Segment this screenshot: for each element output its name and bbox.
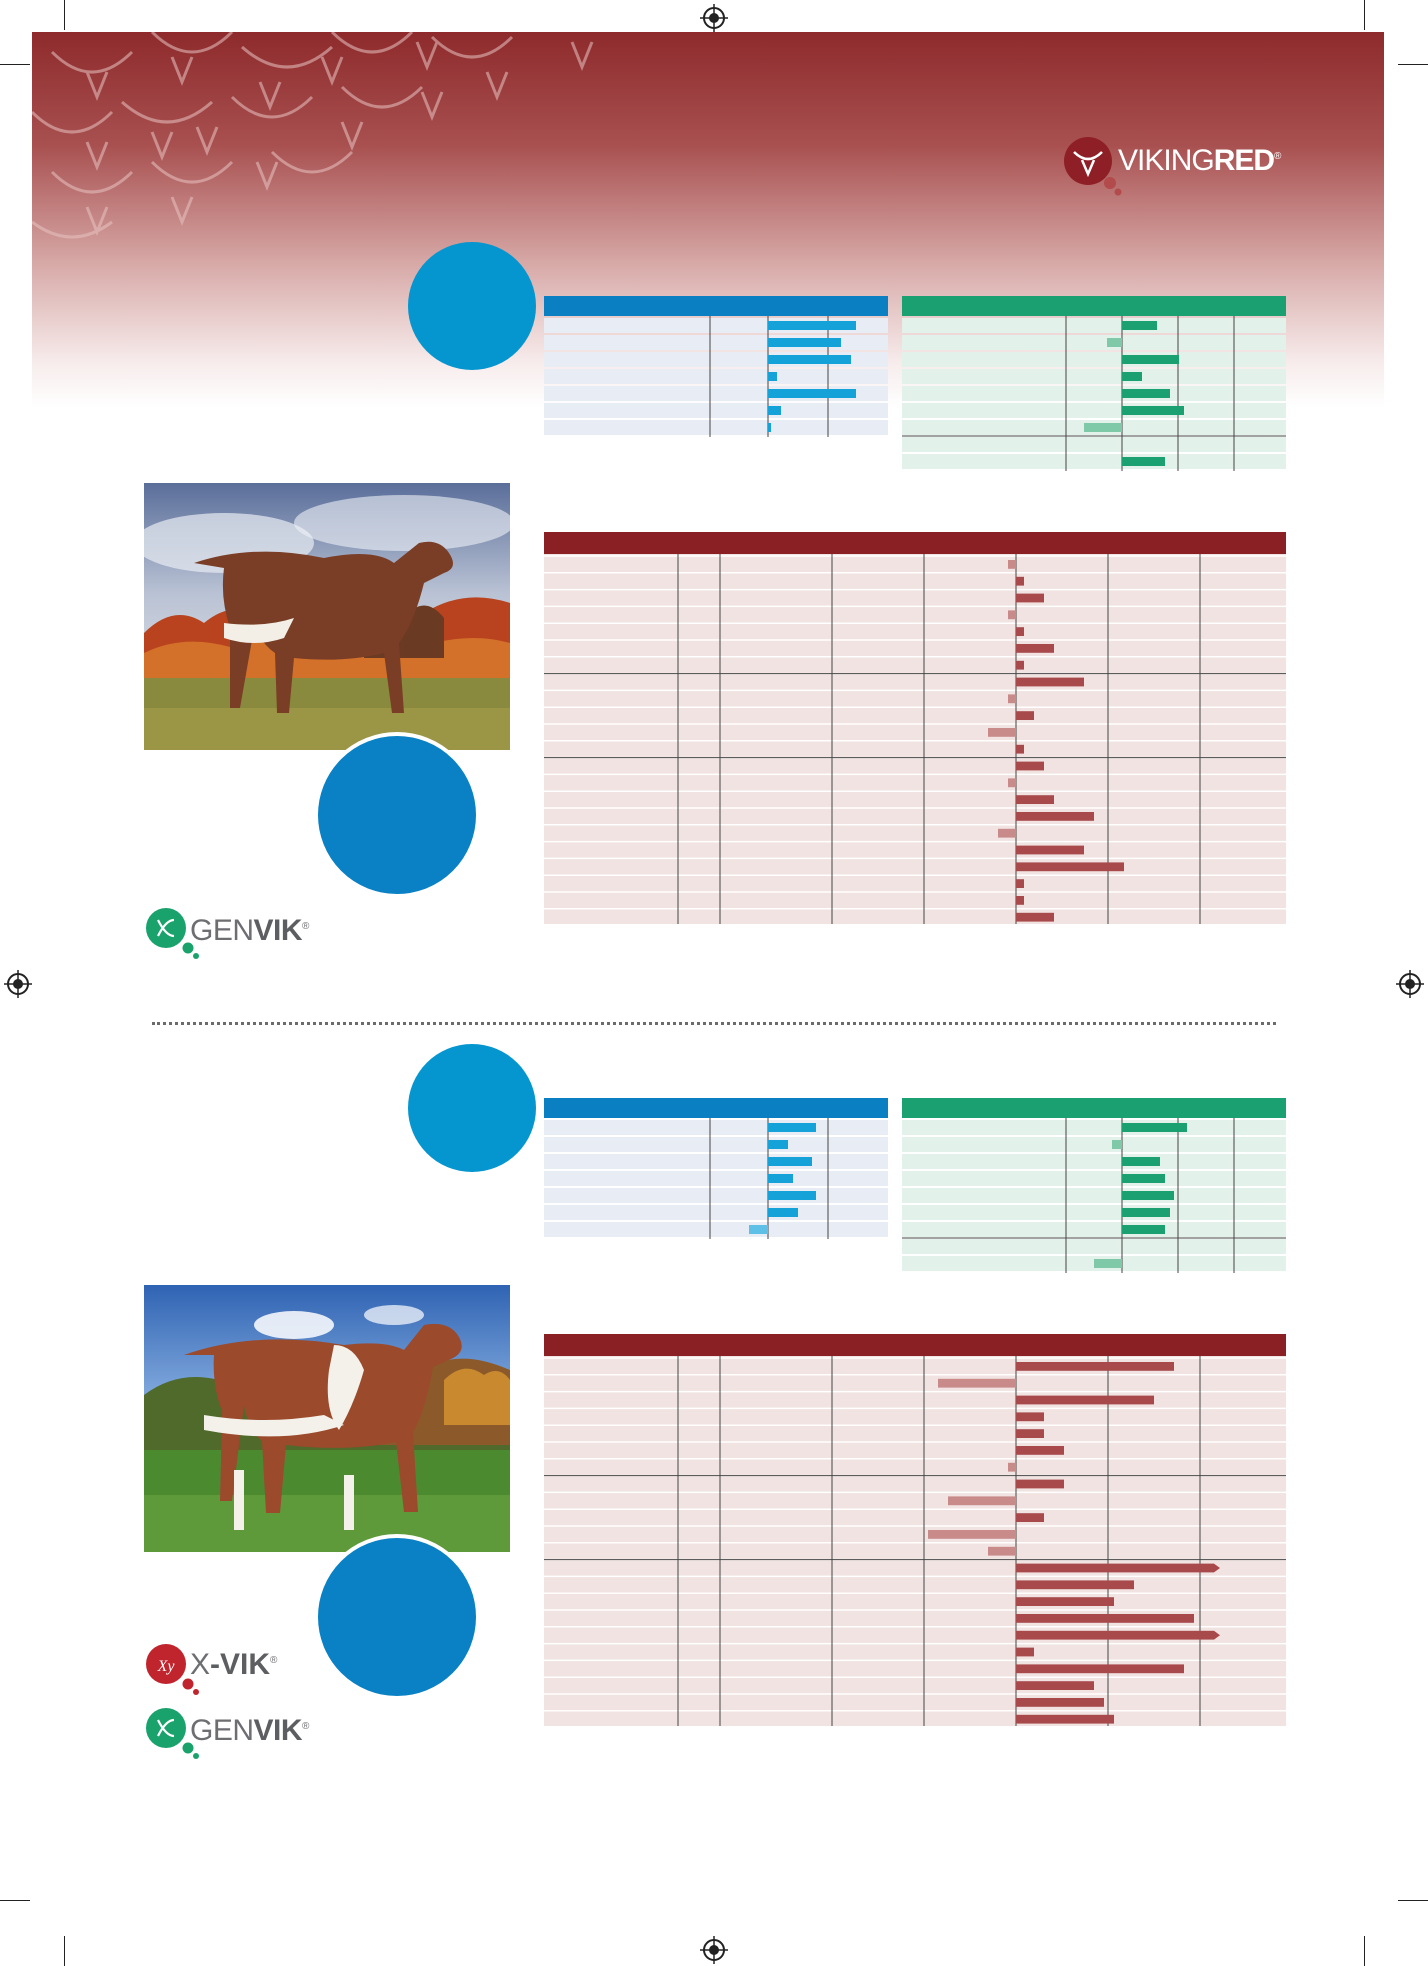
genvik-part1: GEN bbox=[190, 914, 254, 947]
table-row bbox=[902, 1171, 1286, 1186]
data-bar bbox=[1016, 846, 1084, 855]
data-bar bbox=[768, 1157, 812, 1166]
data-bar bbox=[948, 1496, 1016, 1505]
brand-name-part2: RED bbox=[1213, 144, 1275, 177]
bull-head-icon bbox=[1062, 134, 1122, 198]
table-row bbox=[902, 1120, 1286, 1135]
data-bar bbox=[1122, 1174, 1165, 1183]
table-row bbox=[902, 403, 1286, 418]
crop-line bbox=[64, 1936, 65, 1966]
data-bar bbox=[1016, 1446, 1064, 1455]
xvik-reg: ® bbox=[270, 1655, 278, 1666]
genvik-part2: VIK bbox=[253, 914, 303, 947]
table-row bbox=[902, 1154, 1286, 1169]
data-bar bbox=[1016, 1362, 1174, 1371]
table-row bbox=[902, 369, 1286, 384]
vikingred-logo bbox=[1062, 134, 1302, 198]
crop-line bbox=[64, 0, 65, 30]
data-bar bbox=[1016, 594, 1044, 603]
data-bar bbox=[1016, 1631, 1214, 1640]
data-bar bbox=[1016, 1513, 1044, 1522]
table-row bbox=[544, 1154, 888, 1169]
data-bar bbox=[1008, 610, 1016, 619]
data-bar bbox=[768, 1140, 788, 1149]
data-bar bbox=[938, 1379, 1016, 1388]
bull1-index-circle bbox=[408, 242, 536, 370]
table-row bbox=[544, 1188, 888, 1203]
table-row bbox=[544, 1205, 888, 1220]
bull1-genvik-logo bbox=[144, 906, 324, 962]
table-header bbox=[544, 532, 1286, 554]
data-bar bbox=[988, 1547, 1016, 1556]
data-bar bbox=[1016, 1429, 1044, 1438]
data-bar bbox=[1084, 423, 1122, 432]
data-bar bbox=[1016, 795, 1054, 804]
crop-line bbox=[1364, 0, 1365, 30]
data-bar bbox=[1008, 694, 1016, 703]
data-bar bbox=[1016, 627, 1024, 636]
data-bar bbox=[1016, 1396, 1154, 1405]
data-bar bbox=[1016, 577, 1024, 586]
table-row bbox=[902, 1188, 1286, 1203]
data-bar bbox=[1016, 862, 1124, 871]
data-bar bbox=[1016, 896, 1024, 905]
data-bar bbox=[1016, 745, 1024, 754]
data-bar bbox=[1008, 1463, 1016, 1472]
table-row bbox=[544, 1120, 888, 1135]
data-bar bbox=[768, 1208, 798, 1217]
table-row bbox=[544, 1137, 888, 1152]
data-bar bbox=[928, 1530, 1016, 1539]
crop-line bbox=[1364, 1936, 1365, 1966]
crop-line bbox=[0, 64, 30, 65]
bull2-green-table bbox=[902, 1098, 1286, 1280]
bull2-index-circle bbox=[408, 1044, 536, 1172]
table-header bbox=[544, 296, 888, 316]
table-row bbox=[902, 386, 1286, 401]
table-row bbox=[902, 352, 1286, 367]
brand-name-part1: VIKING bbox=[1118, 144, 1214, 177]
data-bar bbox=[1122, 1225, 1165, 1234]
data-bar bbox=[1016, 644, 1054, 653]
data-bar bbox=[1016, 913, 1054, 922]
table-row bbox=[902, 335, 1286, 350]
crop-line bbox=[1398, 1900, 1428, 1901]
data-bar bbox=[1016, 1564, 1214, 1573]
xvik-part1: X bbox=[190, 1648, 211, 1681]
registration-mark-bottom bbox=[700, 1936, 728, 1964]
data-bar bbox=[1016, 1412, 1044, 1421]
xvik-part2: -VIK bbox=[210, 1648, 271, 1681]
data-bar bbox=[1016, 1664, 1184, 1673]
table-header bbox=[902, 296, 1286, 316]
data-bar bbox=[998, 829, 1016, 838]
table-row bbox=[544, 420, 888, 435]
data-bar bbox=[1122, 321, 1157, 330]
bull2-genvik-logo bbox=[144, 1706, 324, 1762]
crop-line bbox=[0, 1900, 30, 1901]
data-bar bbox=[768, 338, 841, 347]
xvik-logo bbox=[144, 1642, 324, 1698]
bull2-blue-table bbox=[544, 1098, 888, 1246]
data-bar bbox=[1016, 711, 1034, 720]
data-bar bbox=[1122, 389, 1170, 398]
data-bar bbox=[1122, 1208, 1170, 1217]
data-bar bbox=[1016, 879, 1024, 888]
table-row bbox=[902, 454, 1286, 469]
table-row bbox=[544, 1222, 888, 1237]
data-bar bbox=[1008, 778, 1016, 787]
table-row bbox=[902, 318, 1286, 333]
genvik-part2: VIK bbox=[253, 1714, 303, 1747]
table-body bbox=[544, 554, 1286, 924]
data-bar bbox=[768, 1174, 793, 1183]
data-bar bbox=[1122, 355, 1179, 364]
data-bar bbox=[988, 728, 1016, 737]
data-bar bbox=[1122, 1157, 1160, 1166]
data-bar bbox=[768, 1123, 816, 1132]
data-bar bbox=[1008, 560, 1016, 569]
section-divider bbox=[152, 1022, 1276, 1025]
genvik-part1: GEN bbox=[190, 1714, 254, 1747]
genvik-reg: ® bbox=[302, 1721, 309, 1732]
bull1-photo bbox=[144, 483, 510, 750]
data-bar bbox=[1016, 1480, 1064, 1489]
data-bar bbox=[1122, 372, 1142, 381]
data-bar bbox=[1122, 457, 1165, 466]
data-bar bbox=[1016, 762, 1044, 771]
bull1-red-table bbox=[544, 532, 1286, 924]
registration-mark-top bbox=[700, 4, 728, 32]
data-bar bbox=[768, 355, 851, 364]
data-bar bbox=[1094, 1259, 1122, 1268]
data-bar bbox=[1016, 1580, 1134, 1589]
data-bar bbox=[1016, 1597, 1114, 1606]
data-bar bbox=[1112, 1140, 1122, 1149]
bull2-red-table bbox=[544, 1334, 1286, 1726]
data-bar bbox=[768, 406, 781, 415]
brand-reg: ® bbox=[1274, 151, 1281, 162]
bull2-photo-circle bbox=[314, 1534, 480, 1700]
data-bar bbox=[1016, 1715, 1114, 1724]
table-header bbox=[544, 1098, 888, 1118]
data-bar bbox=[1016, 1648, 1034, 1657]
table-row bbox=[902, 1205, 1286, 1220]
table-row bbox=[544, 403, 888, 418]
horns-pattern bbox=[32, 32, 652, 252]
data-bar bbox=[1016, 1698, 1104, 1707]
table-header bbox=[902, 1098, 1286, 1118]
data-bar bbox=[1016, 812, 1094, 821]
data-bar bbox=[1107, 338, 1122, 347]
data-bar bbox=[1122, 406, 1184, 415]
data-bar bbox=[1016, 1681, 1094, 1690]
data-bar bbox=[1016, 678, 1084, 687]
data-bar bbox=[749, 1225, 768, 1234]
table-row bbox=[902, 1239, 1286, 1254]
table-row bbox=[544, 1171, 888, 1186]
data-bar bbox=[1016, 661, 1024, 670]
table-row bbox=[902, 437, 1286, 452]
data-bar bbox=[768, 1191, 816, 1200]
bull1-green-table bbox=[902, 296, 1286, 478]
data-bar bbox=[768, 423, 771, 432]
registration-mark-right bbox=[1396, 970, 1424, 998]
data-bar bbox=[768, 321, 856, 330]
bull1-blue-table bbox=[544, 296, 888, 444]
xvik-symbol: Xy bbox=[157, 1658, 175, 1675]
data-bar bbox=[1122, 1191, 1174, 1200]
table-row bbox=[902, 1222, 1286, 1237]
bull2-photo bbox=[144, 1285, 510, 1552]
registration-mark-left bbox=[4, 970, 32, 998]
table-row bbox=[544, 369, 888, 384]
table-header bbox=[544, 1334, 1286, 1356]
bull1-photo-circle bbox=[314, 732, 480, 898]
table-row bbox=[902, 1137, 1286, 1152]
crop-line bbox=[1398, 64, 1428, 65]
data-bar bbox=[768, 372, 777, 381]
data-bar bbox=[1016, 1614, 1194, 1623]
data-bar bbox=[1122, 1123, 1187, 1132]
genvik-reg: ® bbox=[302, 921, 309, 932]
data-bar bbox=[768, 389, 856, 398]
